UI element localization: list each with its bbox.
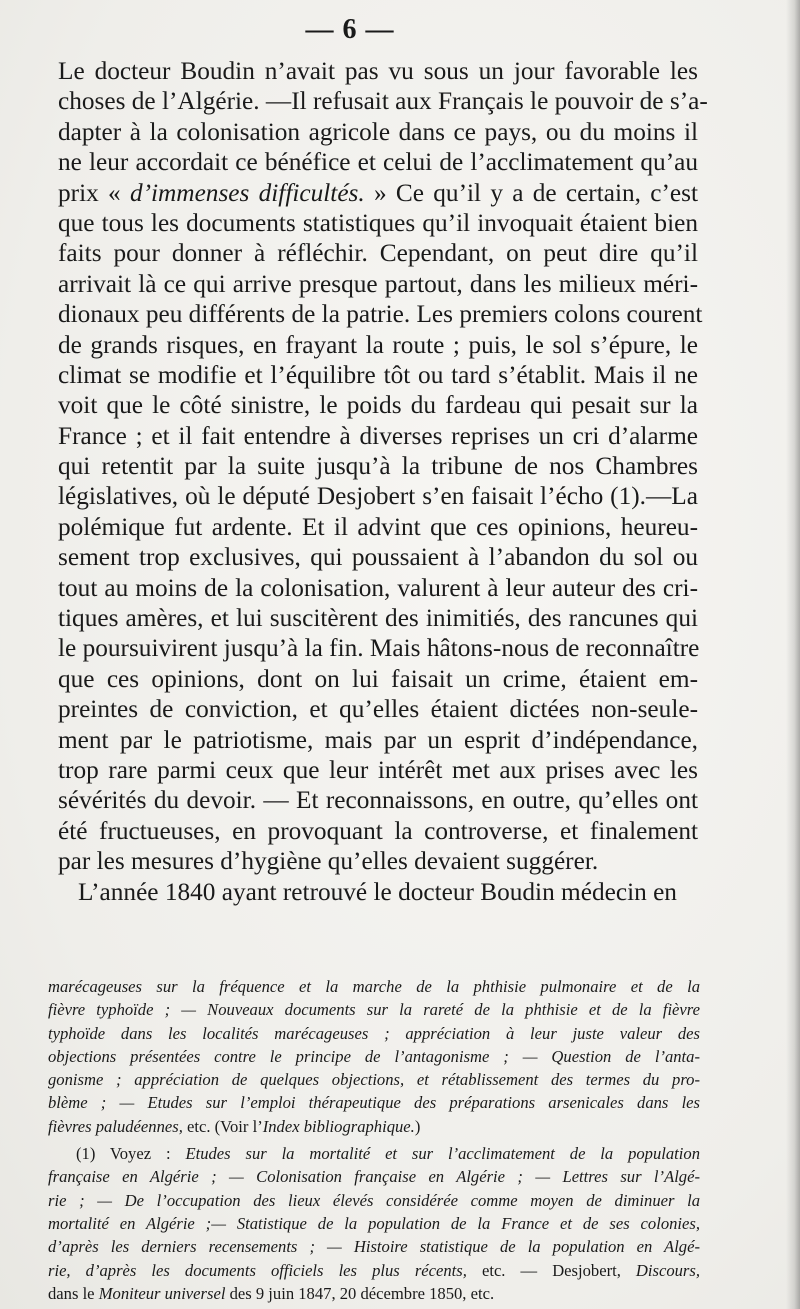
footnote-line: dans le Moniteur universel des 9 juin 1847, 20 décembre 1850, etc. [48,1283,495,1303]
text-line: tiques amères, et lui suscitèrent des inimitiés, des rancunes qui [58,604,698,633]
text-line: le poursuivirent jusqu’à la fin. Mais hâtons-nous de reconnaître [58,634,700,663]
text-line: par les mesures d’hygiène qu’elles devaient suggérer. [58,847,599,876]
text-line: polémique fut ardente. Et il advint que ces opinions, heureu- [58,512,698,541]
footnote-line: fièvre typhoïde ; — Nouveaux documents sur la rareté de la phthisie et de la fièvre [48,1000,700,1020]
text-line: tout au moins de la colonisation, valurent à leur auteur des cri- [58,573,698,602]
text-line: Le docteur Boudin n’avait pas vu sous un jour favorable les [58,57,698,85]
footnote-line: typhoïde dans les localités marécageuses ; appréciation à leur juste valeur des [48,1023,700,1043]
page-number: — 6 — [305,14,395,45]
main-text [58,56,708,907]
text-line: faits pour donner à réfléchir. Cependant, on peut dire qu’il [58,239,698,268]
text-line: arrivait là ce qui arrive presque partout, dans les milieux méri- [58,269,698,298]
page-edge-shadow [786,0,800,1309]
footnote-line: objections présentées contre le principe de l’antagonisme ; — Question de l’anta- [48,1046,700,1066]
text-line: dionaux peu différents de la patrie. Les premiers colons courent [58,300,703,329]
footnote-line: française en Algérie ; — Colonisation française en Algérie ; — Lettres sur l’Algé- [48,1167,700,1187]
footnote-line: rie, d’après les documents officiels les plus récents, etc. — Desjobert, Discours, [48,1260,700,1280]
text-line: que tous les documents statistiques qu’il invoquait étaient bien [58,208,698,237]
text-line: France ; et il fait entendre à diverses reprises un cri d’alarme [58,421,698,450]
text-line: L’année 1840 ayant retrouvé le docteur Boudin médecin en [78,877,677,906]
text-line: sévérités du devoir. — Et reconnaissons, en outre, qu’elles ont [58,786,698,815]
text-line: ne leur accordait ce bénéfice et celui de l’acclimatement qu’au [58,148,698,177]
footnote-line: mortalité en Algérie ;— Statistique de la population de la France et de ses colonies, [48,1213,700,1233]
text-line: été fructueuses, en provoquant la controverse, et finalement [58,816,698,845]
text-line: dapter à la colonisation agricole dans ce pays, ou du moins il [58,117,698,146]
text-line: trop rare parmi ceux que leur intérêt met aux prises avec les [58,755,698,784]
footnote-line: fièvres paludéennes, etc. (Voir l’Index bibliographique.) [48,1116,421,1136]
footnote-line: rie ; — De l’occupation des lieux élevés considérée comme moyen de diminuer la [48,1190,700,1210]
footnote-line: blème ; — Etudes sur l’emploi thérapeutique des préparations arsenicales dans les [48,1093,700,1113]
footnote-line: gonisme ; appréciation de quelques objections, et rétablissement des termes du pro- [48,1070,700,1090]
footnote-line: (1) Voyez : Etudes sur la mortalité et sur l’acclimatement de la population [76,1144,700,1164]
text-line: sement trop exclusives, qui poussaient à l’abandon du sol ou [58,543,698,572]
text-line: de grands risques, en frayant la route ; puis, le sol s’épure, le [58,330,698,359]
text-line: législatives, où le député Desjobert s’en faisait l’écho (1).—La [58,482,698,511]
text-line: voit que le côté sinistre, le poids du fardeau qui pesait sur la [58,391,698,420]
text-line: qui retentit par la suite jusqu’à la tribune de nos Chambres [58,452,698,481]
text-line: preintes de conviction, et qu’elles étaient dictées non-seule- [58,695,698,724]
text-line: ment par le patriotisme, mais par un esprit d’indépendance, [58,725,698,754]
text-line: prix « d’immenses difficultés. » Ce qu’il y a de certain, c’est [58,178,699,207]
text-line: que ces opinions, dont on lui faisait un crime, étaient em- [58,664,698,693]
footnotes [48,975,700,1305]
footnote-line: marécageuses sur la fréquence et la marche de la phthisie pulmonaire et de la [48,977,700,996]
text-line: climat se modifie et l’équilibre tôt ou tard s’établit. Mais il ne [58,360,698,389]
text-line: choses de l’Algérie. —Il refusait aux Français le pouvoir de s’a- [58,87,708,116]
footnote-line: d’après les derniers recensements ; — Histoire statistique de la population en Algé- [48,1237,700,1257]
